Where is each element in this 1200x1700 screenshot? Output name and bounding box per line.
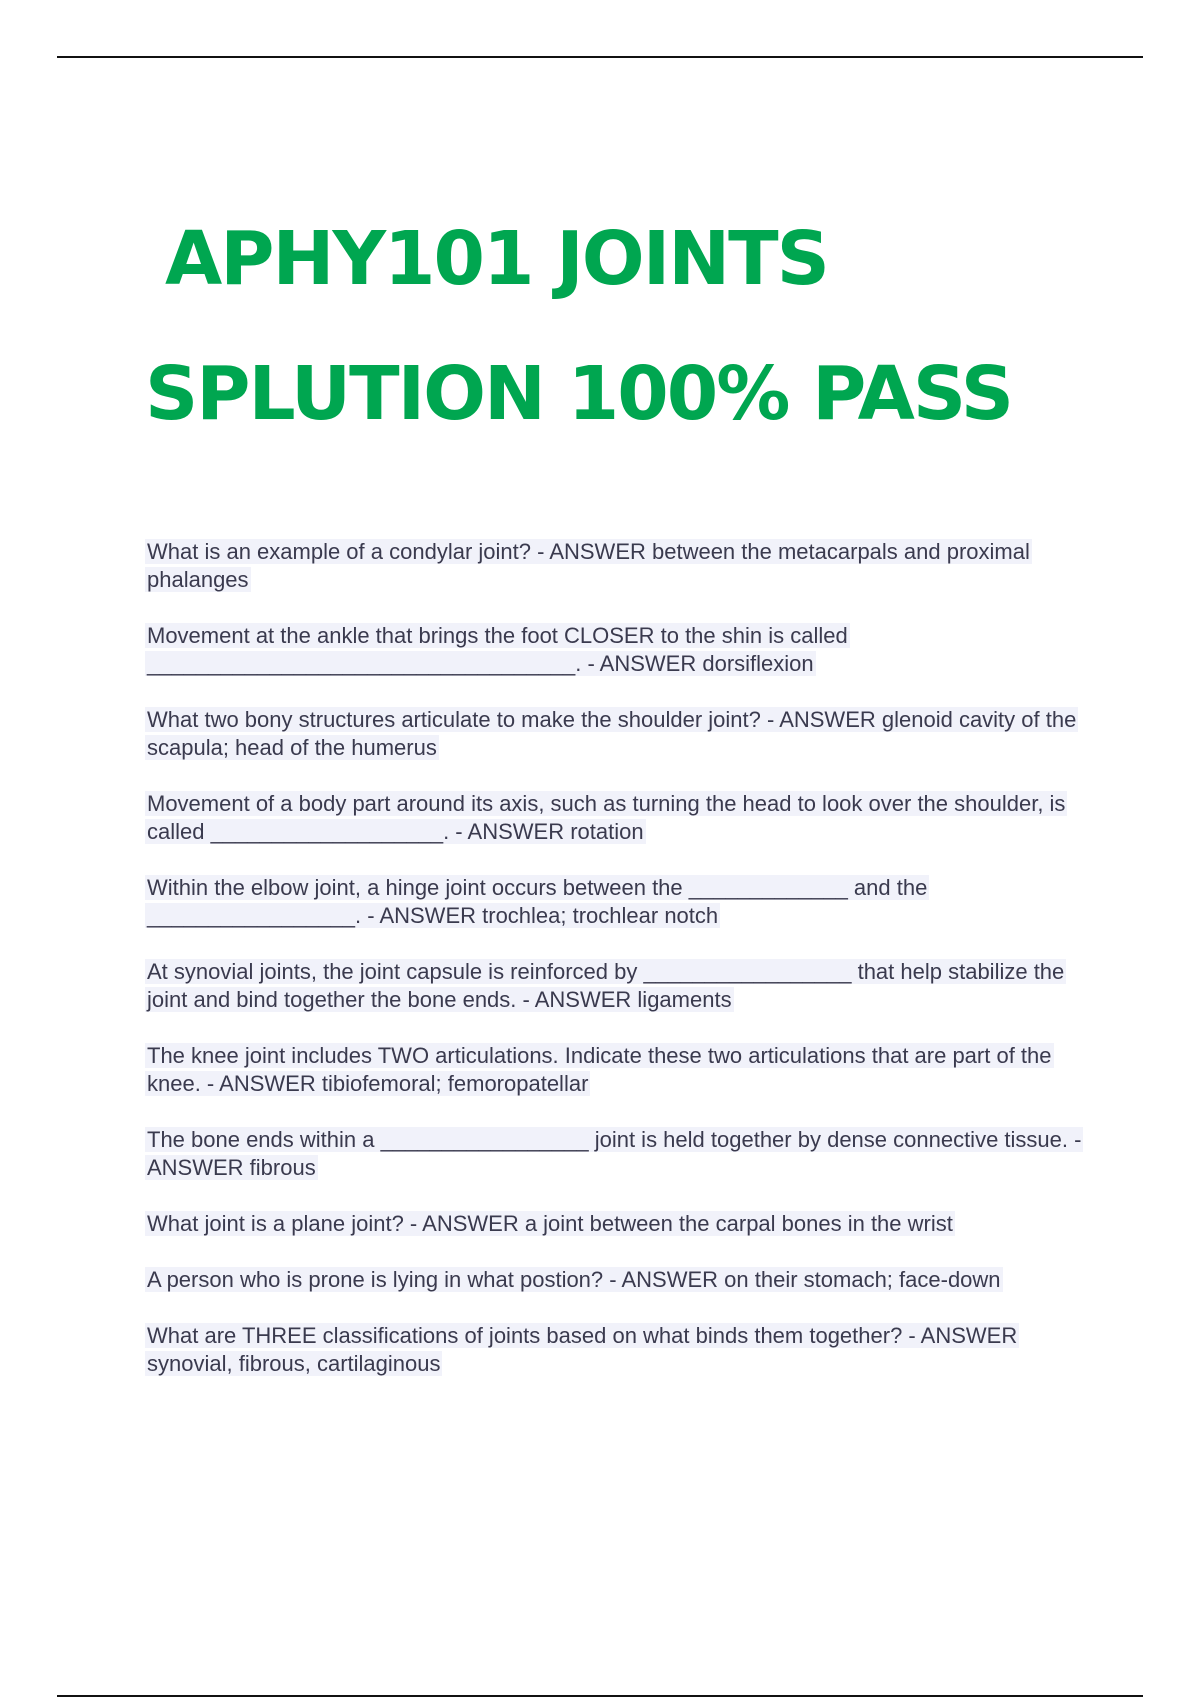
qa-text: Within the elbow joint, a hinge joint occurs between the _____________ and the _________________. - ANSWER trochlea; trochlear notch (147, 875, 928, 928)
qa-text: At synovial joints, the joint capsule is reinforced by _________________ that help stabilize the joint and bind together the bone ends. - ANSWER ligaments (147, 959, 1065, 1012)
qa-item (145, 790, 1085, 846)
qa-text: The knee joint includes TWO articulations. Indicate these two articulations that are part of the knee. - ANSWER tibiofemoral; femoropatellar (147, 1043, 1052, 1096)
qa-text: What joint is a plane joint? - ANSWER a joint between the carpal bones in the wrist (147, 1211, 953, 1236)
qa-item (145, 874, 1085, 930)
document-title-line-1: APHY101 JOINTS (165, 216, 828, 302)
top-rule (57, 56, 1143, 58)
qa-text: The bone ends within a _________________ joint is held together by dense connective tissue. - ANSWER fibrous (147, 1127, 1082, 1180)
bottom-rule (57, 1695, 1143, 1697)
qa-text: Movement of a body part around its axis, such as turning the head to look over the shoulder, is called ___________________. - ANSWER rotation (147, 791, 1066, 844)
qa-text: Movement at the ankle that brings the foot CLOSER to the shin is called ___________________________________. - ANSWER dorsiflexion (147, 623, 848, 676)
qa-text: A person who is prone is lying in what postion? - ANSWER on their stomach; face-down (147, 1267, 1001, 1292)
qa-item (145, 622, 1085, 678)
qa-item (145, 1322, 1085, 1378)
qa-text: What two bony structures articulate to make the shoulder joint? - ANSWER glenoid cavity of the scapula; head of the humerus (147, 707, 1077, 760)
qa-item (145, 1042, 1085, 1098)
document-title-line-2: SPLUTION 100% PASS (145, 351, 1013, 437)
qa-item (145, 958, 1085, 1014)
qa-item (145, 1266, 1085, 1294)
qa-text: What is an example of a condylar joint? - ANSWER between the metacarpals and proximal phalanges (147, 539, 1030, 592)
qa-text: What are THREE classifications of joints based on what binds them together? - ANSWER synovial, fibrous, cartilaginous (147, 1323, 1018, 1376)
qa-item (145, 1126, 1085, 1182)
question-answer-list (145, 538, 1085, 1406)
qa-item (145, 706, 1085, 762)
qa-item (145, 1210, 1085, 1238)
qa-item (145, 538, 1085, 594)
